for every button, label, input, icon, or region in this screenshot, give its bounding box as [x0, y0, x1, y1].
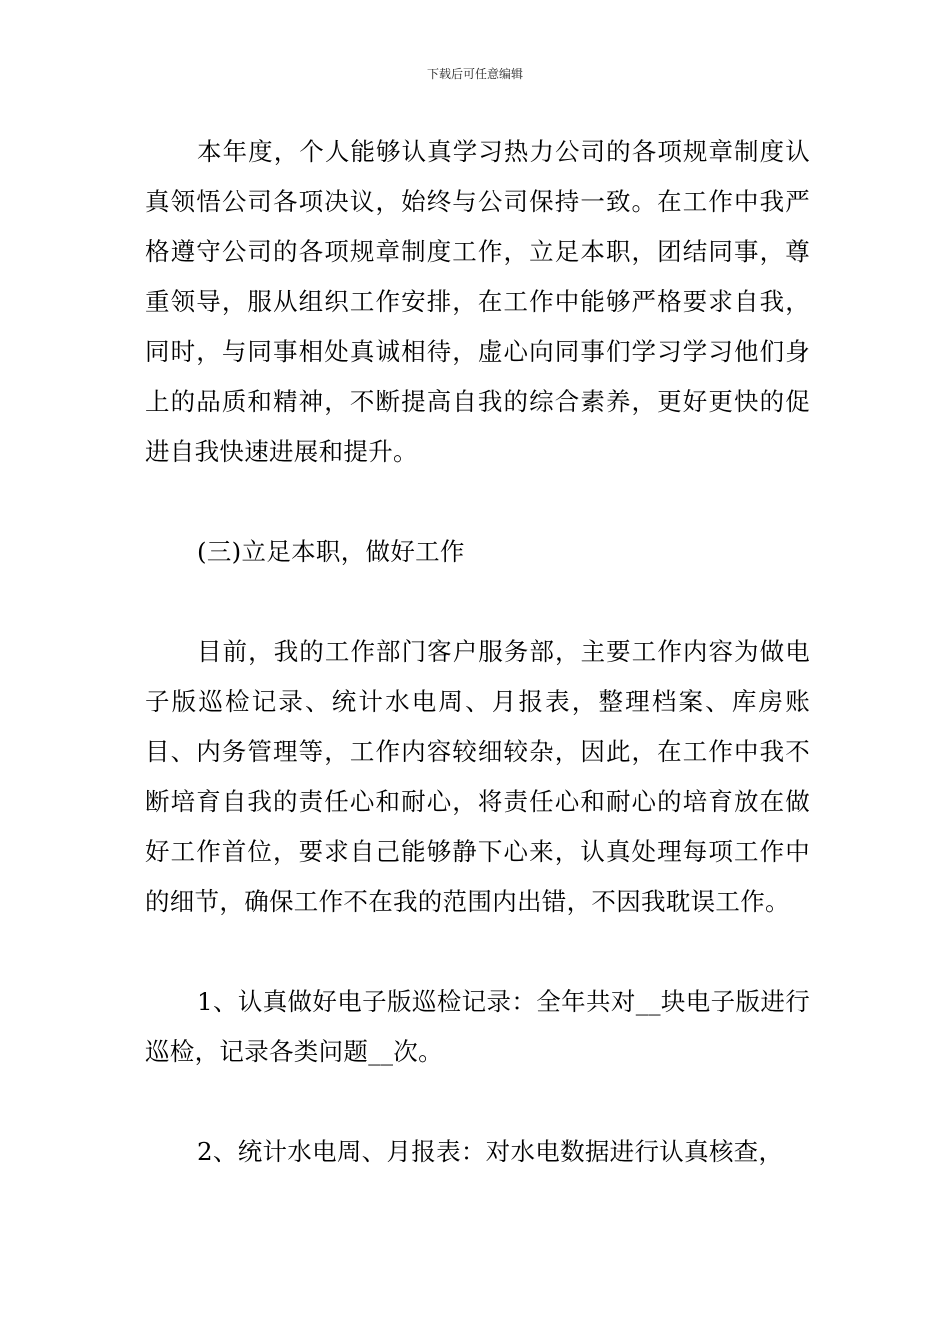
paragraph-work-attitude: 本年度，个人能够认真学习热力公司的各项规章制度认真领悟公司各项决议，始终与公司保持一致。在工作中我严格遵守公司的各项规章制度工作，立足本职，团结同事，尊重领导，服从组织工作安排，在工作中能够严格要求自我，同时，与同事相处真诚相待，虚心向同事们学习学习他们身上的品质和精神，不断提高自我的综合素养，更好更快的促进自我快速进展和提升。 [145, 137, 810, 466]
section-heading-3: (三)立足本职，做好工作 [197, 537, 465, 566]
document-body [145, 127, 810, 1177]
list-item-2: 2、统计水电周、月报表：对水电数据进行认真核查， [197, 1137, 784, 1166]
paragraph-job-description: 目前，我的工作部门客户服务部，主要工作内容为做电子版巡检记录、统计水电周、月报表，整理档案、库房账目、内务管理等，工作内容较细较杂，因此，在工作中我不断培育自我的责任心和耐心，将责任心和耐心的培育放在做好工作首位，要求自己能够静下心来，认真处理每项工作中的细节，确保工作不在我的范围内出错，不因我耽误工作。 [145, 637, 810, 916]
list-item-1: 1、认真做好电子版巡检记录：全年共对__块电子版进行巡检，记录各类问题__次。 [145, 987, 810, 1066]
header-note: 下载后可任意编辑 [426, 67, 523, 81]
